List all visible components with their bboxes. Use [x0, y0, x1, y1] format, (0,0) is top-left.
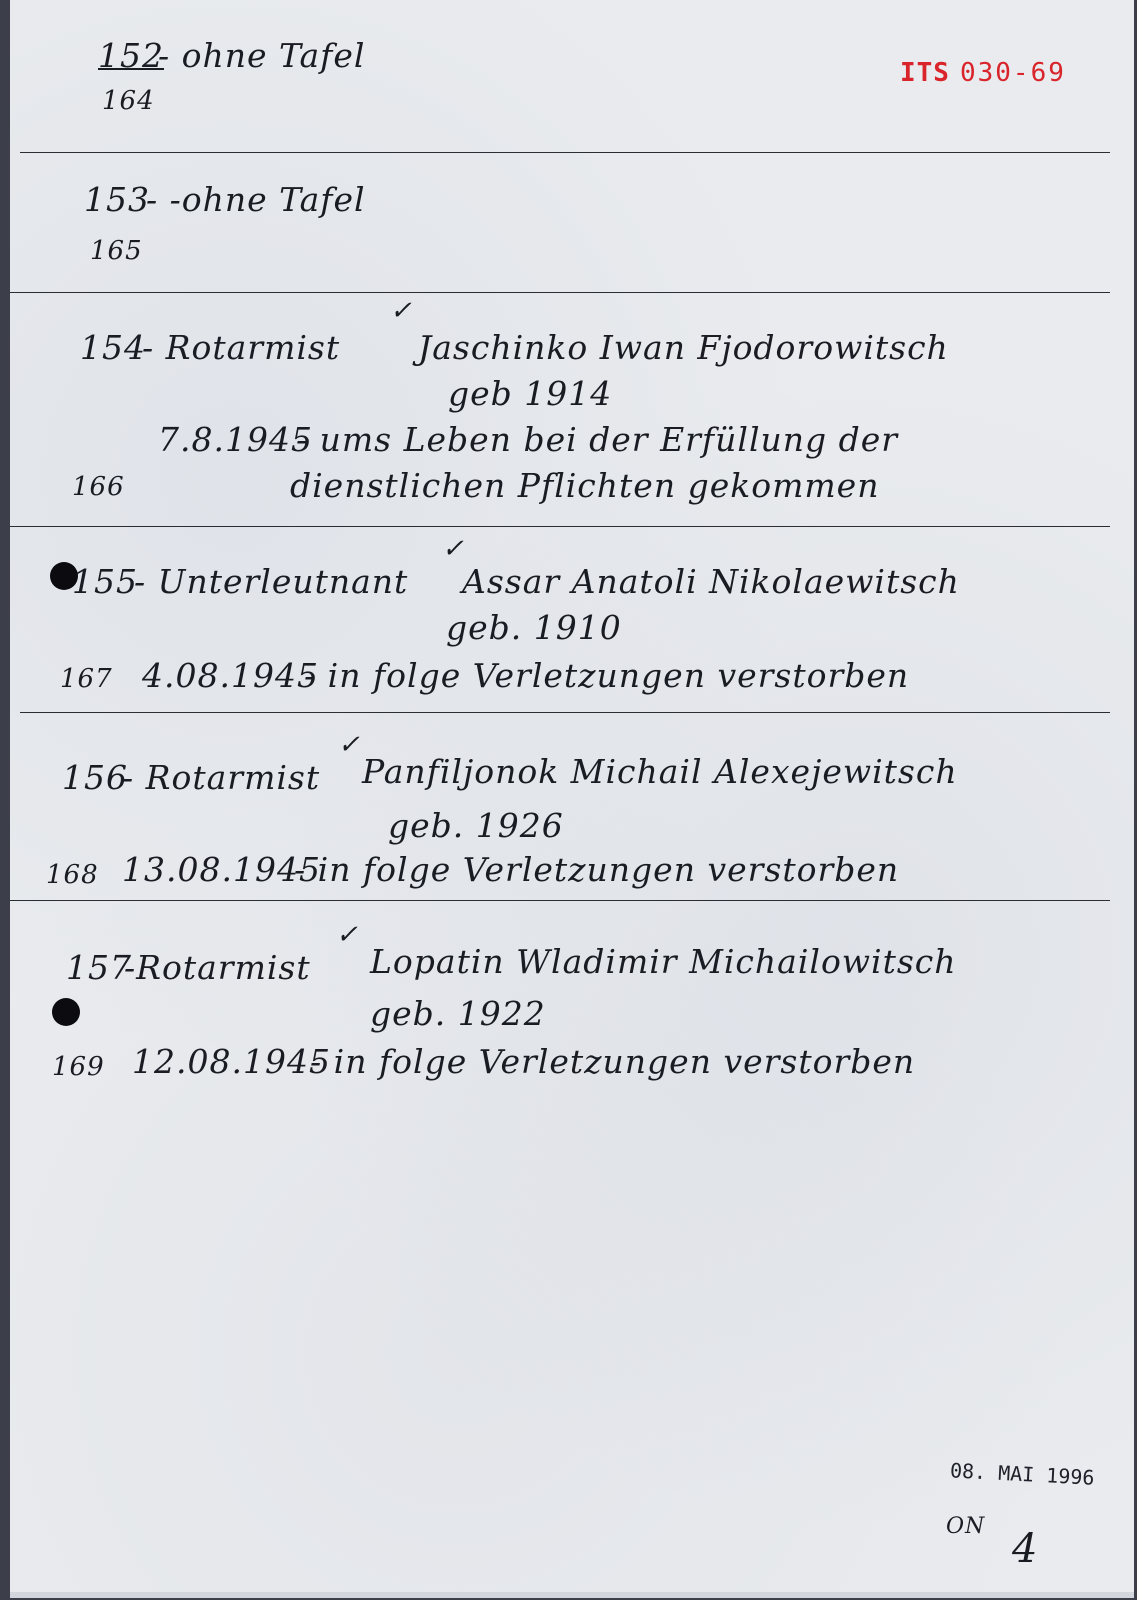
checkmark: ✓ [338, 730, 361, 760]
entry-156-name: Panfiljonok Michail Alexejewitsch [362, 752, 958, 791]
entry-153-number: 153 [84, 180, 150, 219]
stamp-number: 030-69 [959, 58, 1066, 88]
divider-line [10, 292, 1110, 293]
entry-155-rank: - Unterleutnant [134, 562, 409, 601]
entry-157-note: - in folge Verletzungen verstorben [310, 1042, 916, 1081]
divider-line [10, 900, 1110, 901]
entry-156-page: 168 [46, 860, 99, 890]
entry-157-date: 12.08.1945 [132, 1042, 331, 1081]
checkmark: ✓ [442, 534, 465, 564]
entry-154-date: 7.8.1945 [158, 420, 313, 459]
entry-157-rank: -Rotarmist [124, 948, 311, 987]
entry-156-date: 13.08.1945 [122, 850, 321, 889]
bottom-note: ON [946, 1514, 986, 1539]
entry-154-born: geb 1914 [448, 374, 613, 413]
entry-155-born: geb. 1910 [446, 608, 622, 647]
entry-154-page: 166 [72, 472, 125, 502]
entry-157-page: 169 [52, 1052, 105, 1082]
entry-156-number: 156 [62, 758, 128, 797]
divider-line [10, 526, 1110, 527]
archive-date-stamp: 08. MAI 1996 [949, 1458, 1096, 1490]
entry-157-born: geb. 1922 [370, 994, 546, 1033]
bottom-number: 4 [1012, 1526, 1039, 1572]
entry-154-rank: - Rotarmist [142, 328, 341, 367]
entry-152-page: 164 [102, 86, 155, 116]
entry-154-note-2: dienstlichen Pflichten gekommen [290, 466, 880, 505]
entry-155-note: - in folge Verletzungen verstorben [304, 656, 910, 695]
entry-154-name: Jaschinko Iwan Fjodorowitsch [418, 328, 949, 367]
entry-153-text: - -ohne Tafel [146, 180, 366, 219]
stamp-prefix: ITS [900, 58, 950, 88]
entry-156-note: - in folge Verletzungen verstorben [294, 850, 900, 889]
entry-156-born: geb. 1926 [388, 806, 564, 845]
entry-152-number: 152 [98, 36, 164, 75]
entry-155-date: 4.08.1945 [142, 656, 319, 695]
checkmark: ✓ [336, 920, 359, 950]
entry-155-number: 155 [72, 562, 138, 601]
entry-154-number: 154 [80, 328, 146, 367]
entry-157-number: 157 [66, 948, 132, 987]
entry-152-text: - ohne Tafel [158, 36, 366, 75]
entry-157-name: Lopatin Wladimir Michailowitsch [370, 942, 957, 981]
entry-155-name: Assar Anatoli Nikolaewitsch [462, 562, 960, 601]
entry-156-rank: - Rotarmist [122, 758, 321, 797]
entry-153-page: 165 [90, 236, 143, 266]
its-reference-stamp [900, 58, 1066, 88]
divider-line [20, 712, 1110, 713]
divider-line [20, 152, 1110, 153]
punch-hole [52, 998, 80, 1026]
entry-154-note-1: - ums Leben bei der Erfüllung der [296, 420, 899, 459]
checkmark: ✓ [390, 296, 413, 326]
document-sheet [10, 0, 1134, 1598]
entry-155-page: 167 [60, 664, 113, 694]
